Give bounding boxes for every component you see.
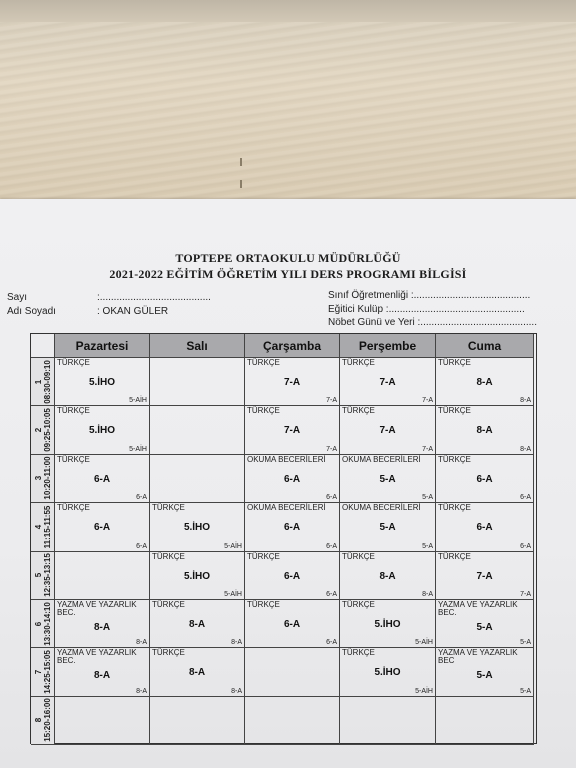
slot-text <box>34 553 52 597</box>
lesson-room: 8-A <box>136 639 147 647</box>
lesson-cell <box>150 552 245 600</box>
lesson-class: 7-A <box>283 377 301 388</box>
lesson-cell <box>150 358 245 406</box>
lesson-room: 6-A <box>326 590 337 598</box>
slot-label <box>31 358 55 406</box>
lesson-subject: TÜRKÇE <box>57 406 90 416</box>
lesson-class: 8-A <box>476 425 493 437</box>
lesson-cell <box>436 552 534 600</box>
lesson-cell <box>340 552 436 600</box>
lesson-cell <box>245 648 340 696</box>
lesson-subject: TÜRKÇE <box>438 551 471 561</box>
lesson-room: 6-A <box>520 494 531 502</box>
lesson-cell <box>340 503 436 551</box>
lesson-subject: TÜRKÇE <box>247 551 280 561</box>
lesson-subject: YAZMA VE YAZARLIK BEC. <box>438 599 518 617</box>
lesson-class: 5.İHO <box>88 425 116 437</box>
lesson-cell <box>245 600 340 648</box>
egitici-kulup: Eğitici Kulüp :................................................. <box>328 304 525 315</box>
lesson-room: 8-A <box>136 687 147 695</box>
lesson-class: 5-A <box>476 670 493 682</box>
lesson-class: 8-A <box>379 570 396 582</box>
slot-number: 7 <box>33 669 43 675</box>
lesson-cell <box>150 503 245 551</box>
slot-number: 4 <box>33 524 43 530</box>
lesson-room: 5-AİH <box>415 687 433 695</box>
lesson-cell <box>245 697 340 745</box>
lesson-cell <box>436 503 534 551</box>
lesson-cell <box>55 600 150 648</box>
lesson-class: 6-A <box>93 473 111 485</box>
lesson-room: 5-A <box>422 542 433 550</box>
lesson-cell <box>436 697 534 745</box>
sayi-value: :........................................ <box>97 292 211 303</box>
lesson-cell <box>150 648 245 696</box>
slot-label <box>31 600 55 648</box>
slot-time: 09:25-10:05 <box>42 408 52 452</box>
lesson-class: 7-A <box>379 425 396 437</box>
lesson-class: 8-A <box>188 667 206 679</box>
lesson-class: 6-A <box>476 473 493 485</box>
lesson-cell <box>436 648 534 696</box>
lesson-class: 5.İHO <box>374 667 401 679</box>
lesson-room: 8-A <box>422 590 433 598</box>
lesson-cell <box>340 648 436 696</box>
lesson-cell <box>245 552 340 600</box>
lesson-cell <box>245 406 340 454</box>
lesson-class: 5.İHO <box>88 377 116 388</box>
lesson-room: 5-A <box>520 687 531 695</box>
slot-number: 5 <box>33 573 43 578</box>
lesson-room: 6-A <box>326 639 337 647</box>
lesson-subject: TÜRKÇE <box>342 599 375 609</box>
lesson-subject: TÜRKÇE <box>152 648 185 658</box>
lesson-room: 8-A <box>520 397 531 405</box>
lesson-class: 6-A <box>283 473 301 485</box>
sayi-label: Sayı <box>7 292 28 303</box>
lesson-class: 5.İHO <box>183 522 211 534</box>
day-header: Cuma <box>436 334 534 358</box>
lesson-cell <box>436 455 534 503</box>
lesson-room: 6-A <box>326 542 337 550</box>
lesson-room: 5-AİH <box>224 590 242 598</box>
lesson-cell <box>436 600 534 648</box>
lesson-room: 8-A <box>231 687 242 695</box>
slot-number: 3 <box>33 476 43 481</box>
lesson-subject: TÜRKÇE <box>152 599 185 609</box>
day-header: Çarşamba <box>245 334 340 358</box>
slot-text <box>34 360 52 404</box>
lesson-subject: TÜRKÇE <box>152 551 185 561</box>
lesson-subject: TÜRKÇE <box>342 551 375 561</box>
lesson-room: 5-AİH <box>224 542 242 550</box>
lesson-room: 7-A <box>520 590 531 598</box>
day-header: Salı <box>150 334 245 358</box>
lesson-class: 5.İHO <box>183 570 211 582</box>
lesson-subject: TÜRKÇE <box>247 406 280 416</box>
lesson-subject: TÜRKÇE <box>57 503 90 513</box>
lesson-subject: TÜRKÇE <box>247 599 280 609</box>
lesson-room: 6-A <box>136 494 147 502</box>
lesson-cell <box>55 648 150 696</box>
lesson-subject: TÜRKÇE <box>438 406 471 416</box>
lesson-room: 7-A <box>422 397 433 405</box>
slot-time: 12:35-13:15 <box>42 553 52 598</box>
lesson-cell <box>150 600 245 648</box>
lesson-class: 6-A <box>283 570 301 582</box>
lesson-cell <box>150 406 245 454</box>
slot-text <box>34 506 52 549</box>
slot-label <box>31 697 55 745</box>
lesson-class: 8-A <box>188 618 206 630</box>
lesson-subject: TÜRKÇE <box>247 358 280 367</box>
timetable <box>30 333 537 744</box>
sinif-ogretmenligi: Sınıf Öğretmenliği :.......................................... <box>328 290 531 301</box>
lesson-room: 8-A <box>520 445 531 453</box>
lesson-class: 5-A <box>379 522 396 534</box>
slot-label <box>31 503 55 551</box>
lesson-room: 5-AİH <box>129 445 147 453</box>
slot-text <box>34 650 52 694</box>
lesson-cell <box>436 358 534 406</box>
slot-time: 13:30-14:10 <box>42 601 52 646</box>
day-header: Pazartesi <box>55 334 150 358</box>
lesson-class: 6-A <box>93 522 111 534</box>
lesson-room: 6-A <box>136 542 147 550</box>
lesson-subject: OKUMA BECERİLERİ <box>342 454 421 464</box>
lesson-subject: TÜRKÇE <box>57 358 90 367</box>
lesson-subject: TÜRKÇE <box>342 648 375 658</box>
lesson-subject: YAZMA VE YAZARLIK BEC. <box>57 648 137 666</box>
lesson-room: 7-A <box>326 445 337 453</box>
lesson-room: 5-A <box>520 639 531 647</box>
slot-text <box>34 699 52 743</box>
lesson-cell <box>55 552 150 600</box>
lesson-cell <box>340 455 436 503</box>
lesson-class: 7-A <box>283 425 301 437</box>
lesson-class: 5.İHO <box>374 618 401 630</box>
school-title: TOPTEPE ORTAOKULU MÜDÜRLÜĞÜ <box>175 251 401 265</box>
lesson-class: 5-A <box>476 621 493 633</box>
slot-time: 08:30-09:10 <box>42 359 52 404</box>
day-header: Perşembe <box>340 334 436 358</box>
lesson-class: 8-A <box>476 377 493 388</box>
lesson-cell <box>245 358 340 406</box>
lesson-class: 8-A <box>93 670 111 682</box>
lesson-cell <box>55 455 150 503</box>
name-value: : OKAN GÜLER <box>97 306 169 317</box>
nobet-gunu: Nöbet Günü ve Yeri :.......................................... <box>328 317 537 328</box>
lesson-cell <box>340 358 436 406</box>
lesson-class: 8-A <box>93 621 111 633</box>
lesson-cell <box>340 697 436 745</box>
slot-text <box>34 602 52 646</box>
lesson-subject: TÜRKÇE <box>152 503 185 513</box>
slot-label <box>31 406 55 454</box>
lesson-subject: YAZMA VE YAZARLIK BEC <box>438 648 518 666</box>
lesson-class: 7-A <box>476 570 493 582</box>
slot-text <box>34 408 52 452</box>
lesson-cell <box>55 503 150 551</box>
lesson-cell <box>245 503 340 551</box>
lesson-room: 6-A <box>520 542 531 550</box>
lesson-cell <box>150 697 245 745</box>
lesson-room: 7-A <box>326 397 337 405</box>
lesson-room: 5-AİH <box>415 639 433 647</box>
slot-time: 11:15-11:55 <box>42 505 52 549</box>
lesson-room: 5-A <box>422 494 433 502</box>
slot-time: 10:20-11:00 <box>42 456 52 501</box>
lesson-cell <box>55 406 150 454</box>
slot-number: 2 <box>33 427 43 433</box>
lesson-subject: OKUMA BECERİLERİ <box>247 503 326 513</box>
lesson-cell <box>55 697 150 745</box>
lesson-room: 5-AİH <box>129 397 147 405</box>
lesson-room: 7-A <box>422 445 433 453</box>
slot-time: 15:20-16:00 <box>42 698 52 743</box>
lesson-class: 7-A <box>379 377 396 388</box>
slot-label <box>31 552 55 600</box>
lesson-subject: TÜRKÇE <box>438 503 471 513</box>
lesson-cell <box>150 455 245 503</box>
slot-time: 14:25-15:05 <box>42 650 52 694</box>
lesson-class: 6-A <box>476 522 493 534</box>
lesson-room: 6-A <box>326 494 337 502</box>
lesson-subject: OKUMA BECERİLERİ <box>342 503 421 513</box>
lesson-subject: TÜRKÇE <box>342 406 375 416</box>
lesson-class: 6-A <box>283 618 301 630</box>
lesson-cell <box>436 406 534 454</box>
desk-mark <box>240 180 242 188</box>
lesson-cell <box>340 600 436 648</box>
lesson-subject: TÜRKÇE <box>438 358 471 367</box>
slot-label <box>31 455 55 503</box>
desk-edge <box>0 0 576 22</box>
wooden-desk-background <box>0 0 576 205</box>
slot-number: 6 <box>33 621 43 626</box>
lesson-subject: TÜRKÇE <box>438 454 471 464</box>
lesson-cell <box>245 455 340 503</box>
lesson-subject: TÜRKÇE <box>342 358 375 367</box>
lesson-class: 5-A <box>379 473 396 485</box>
slot-label <box>31 648 55 696</box>
program-title: 2021-2022 EĞİTİM ÖĞRETİM YILI DERS PROGRAMI BİLGİSİ <box>109 267 467 281</box>
lesson-cell <box>55 358 150 406</box>
timetable-corner <box>31 334 55 358</box>
lesson-subject: OKUMA BECERİLERİ <box>247 454 326 464</box>
lesson-subject: YAZMA VE YAZARLIK BEC. <box>57 599 137 617</box>
lesson-room: 8-A <box>231 639 242 647</box>
lesson-cell <box>340 406 436 454</box>
lesson-subject: TÜRKÇE <box>57 454 90 464</box>
name-label: Adı Soyadı <box>7 306 56 317</box>
slot-text <box>34 457 52 500</box>
slot-number: 1 <box>33 379 43 384</box>
desk-mark <box>240 158 242 166</box>
lesson-class: 6-A <box>283 522 301 534</box>
slot-number: 8 <box>33 718 43 723</box>
